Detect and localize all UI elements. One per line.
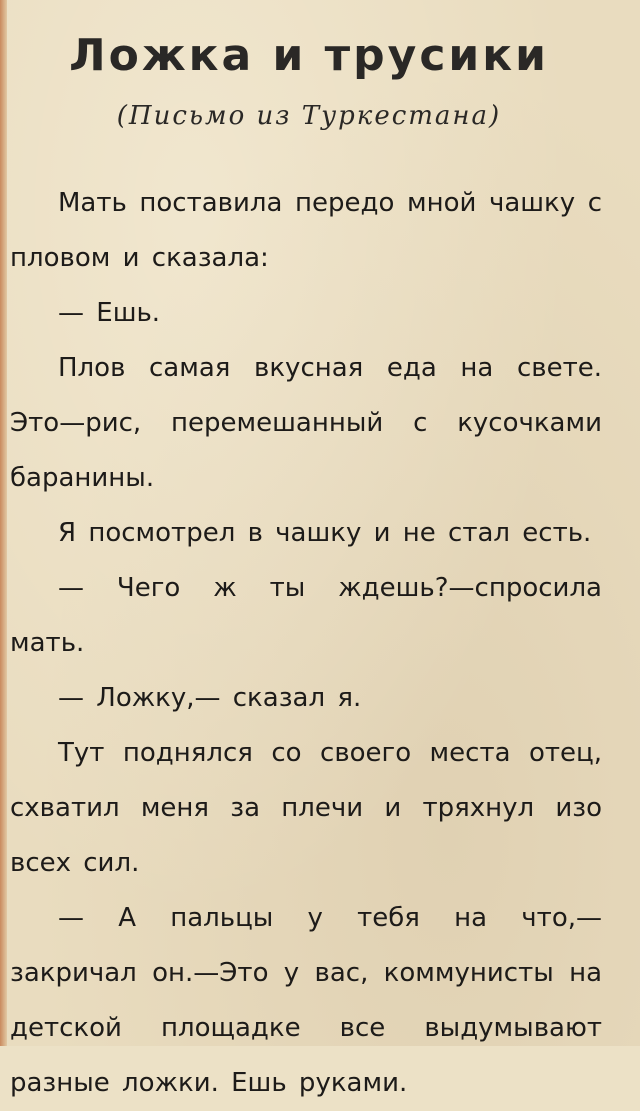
paragraph: Плов самая вкусная еда на свете. Это—рис, перемешанный с кусочками баранины. [10, 353, 602, 493]
article-body [10, 176, 602, 1111]
paragraph: Тут поднялся со своего места отец, схватил меня за плечи и тряхнул изо всех сил. [10, 738, 602, 878]
page-edge [0, 0, 7, 1046]
paragraph: Мать поставила передо мной чашку с пловом и сказала: [10, 188, 602, 273]
article-subtitle: (Письмо из Туркестана) [116, 101, 502, 131]
paragraph: Я посмотрел в чашку и не стал есть. [58, 518, 592, 548]
paragraph: — Ложку,— сказал я. [58, 683, 362, 713]
article-title: Ложка и трусики [69, 30, 549, 81]
paragraph: — Чего ж ты ждешь?—спросила мать. [10, 573, 602, 658]
paragraph: — А пальцы у тебя на что,— закричал он.—Это у вас, коммунисты на детской площадке все выдумывают разные ложки. Ешь руками. [10, 903, 602, 1098]
article [10, 0, 608, 1098]
paragraph: — Ешь. [58, 298, 161, 328]
